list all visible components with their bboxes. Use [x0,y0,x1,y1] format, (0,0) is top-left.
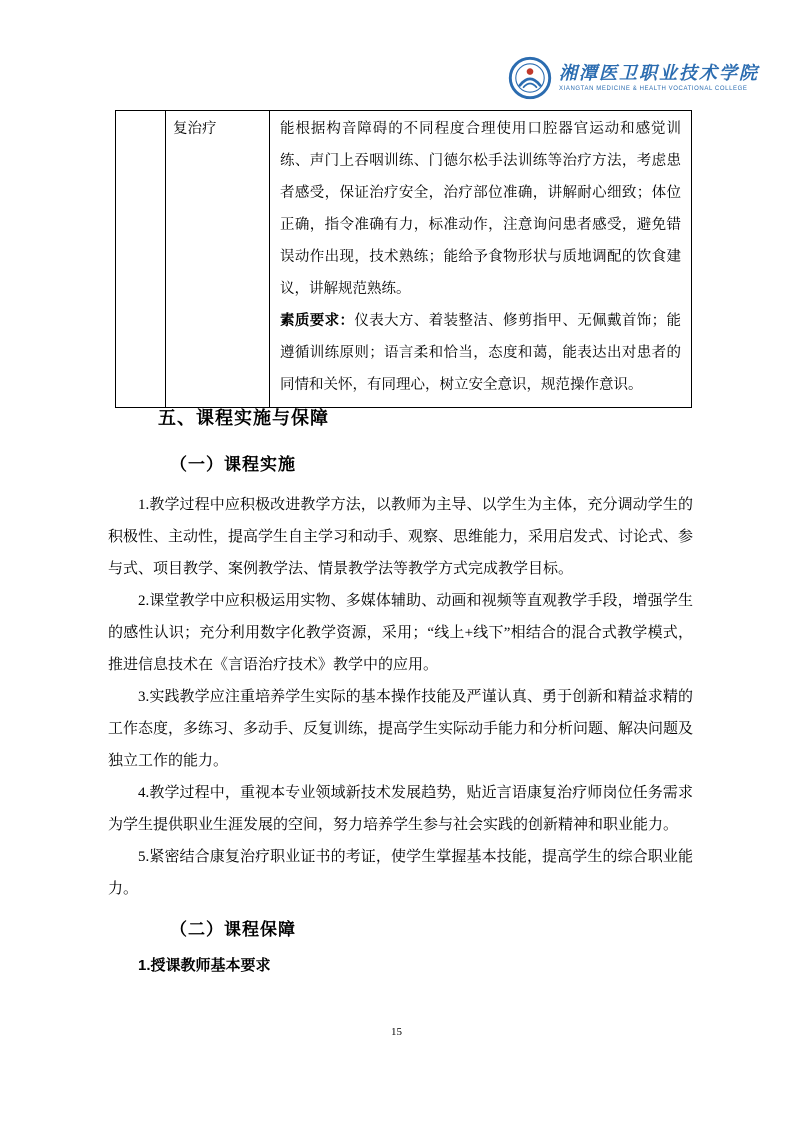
paragraph-5: 5.紧密结合康复治疗职业证书的考证，使学生掌握基本技能，提高学生的综合职业能力。 [108,849,693,897]
teacher-requirements-heading: 1.授课教师基本要求 [138,957,271,974]
table-cell-content [270,111,692,408]
college-name-block [559,64,759,92]
row-label: 复治疗 [173,121,217,137]
quality-requirements-text: 仪表大方、着装整洁、修剪指甲、无佩戴首饰；能遵循训练原则；语言柔和恰当，态度和蔼，能表达出对患者的同情和关怀，有同理心，树立安全意识，规范操作意识。 [280,313,681,393]
document-body [108,404,693,982]
subsection-heading-guarantee: （二）课程保障 [170,920,296,939]
course-table [115,110,692,408]
paragraph-1: 1.教学过程中应积极改进教学方法，以教师为主导、以学生为主体，充分调动学生的积极性、主动性，提高学生自主学习和动手、观察、思维能力，采用启发式、讨论式、参与式、项目教学、案例教学法、情景教学法等教学方式完成教学目标。 [108,497,694,577]
subsection-heading-implementation: （一）课程实施 [170,455,296,474]
section-heading-implementation-and-guarantee: 五、课程实施与保障 [158,408,329,428]
table-cell-category [116,111,166,408]
skill-requirements-text: 能根据构音障碍的不同程度合理使用口腔器官运动和感觉训练、声门上吞咽训练、门德尔松手法训练等治疗方法，考虑患者感受，保证治疗安全，治疗部位准确，讲解耐心细致；体位正确，指令准确有力，标准动作，注意询问患者感受，避免错误动作出现，技术熟练；能给予食物形状与质地调配的饮食建议，讲解规范熟练。 [280,121,681,297]
college-name-en: XIANGTAN MEDICINE & HEALTH VOCATIONAL COLLEGE [559,85,748,92]
college-logo [508,56,759,100]
paragraph-3: 3.实践教学应注重培养学生实际的基本操作技能及严谨认真、勇于创新和精益求精的工作态度，多练习、多动手、反复训练，提高学生实际动手能力和分析问题、解决问题及独立工作的能力。 [108,689,694,769]
college-emblem-icon [508,56,552,100]
page-number: 15 [391,1026,402,1038]
quality-requirements-label: 素质要求： [280,313,355,329]
quality-requirements [280,305,681,401]
table-cell-label [166,111,270,408]
paragraph-4: 4.教学过程中，重视本专业领域新技术发展趋势，贴近言语康复治疗师岗位任务需求为学生提供职业生涯发展的空间，努力培养学生参与社会实践的创新精神和职业能力。 [108,785,693,833]
college-name-zh: 湘潭医卫职业技术学院 [559,62,759,83]
paragraph-2: 2.课堂教学中应积极运用实物、多媒体辅助、动画和视频等直观教学手段，增强学生的感性认识；充分利用数字化教学资源，采用；“线上+线下”相结合的混合式教学模式，推进信息技术在《言语治疗技术》教学中的应用。 [108,593,693,673]
table-row [116,111,692,408]
